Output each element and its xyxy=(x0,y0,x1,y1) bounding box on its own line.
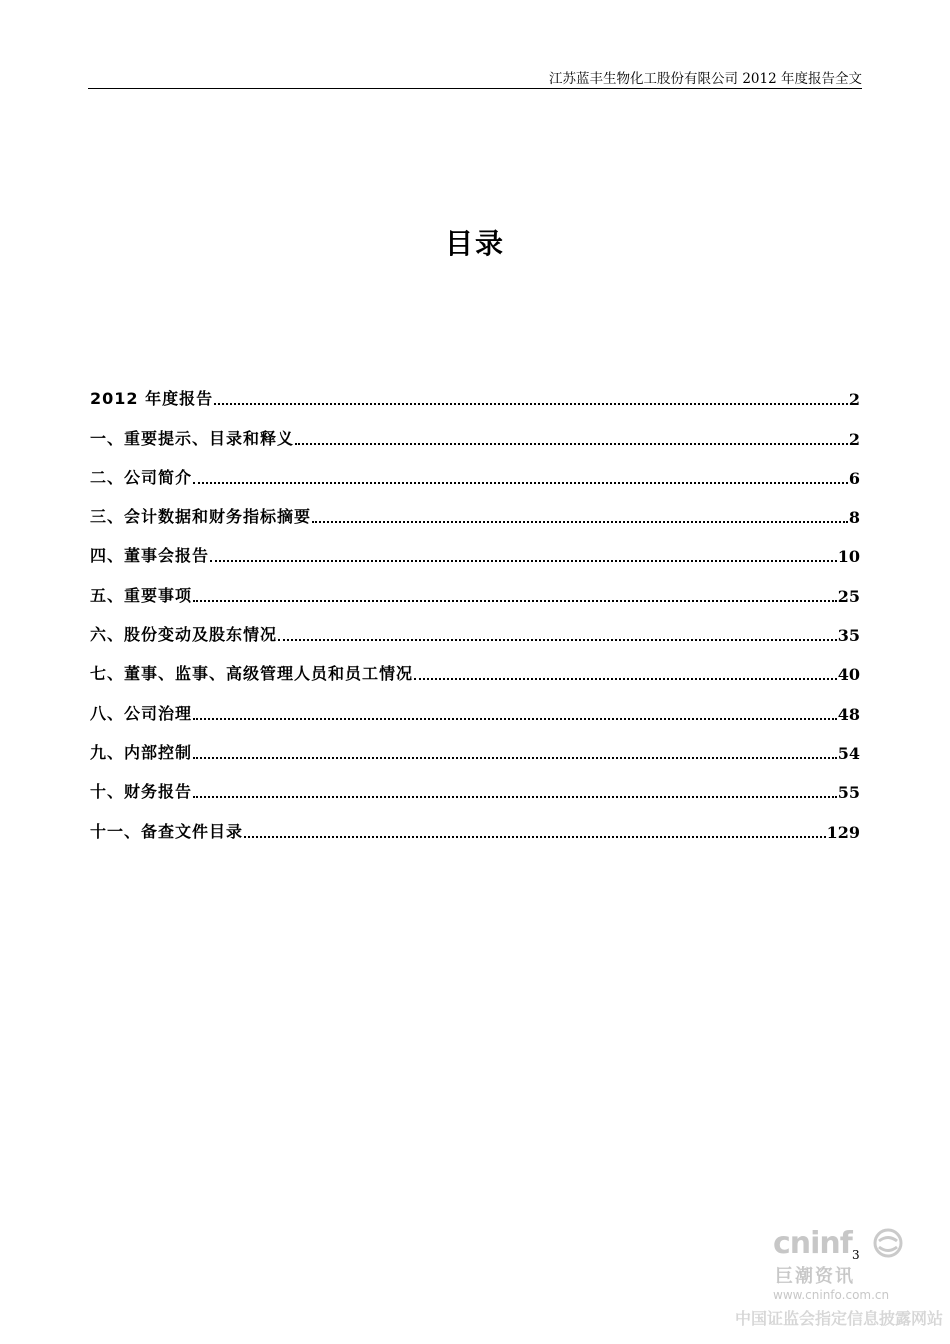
toc-entry-label: 九、内部控制 xyxy=(90,742,193,762)
toc-entry[interactable] xyxy=(90,656,860,695)
toc-entry-page: 10 xyxy=(837,547,860,567)
toc-entry-page: 40 xyxy=(837,665,860,685)
toc-entry[interactable] xyxy=(90,460,860,499)
toc-entry-label: 一、重要提示、目录和释义 xyxy=(90,428,295,448)
toc-leader-dots xyxy=(193,600,837,602)
toc-entry-page: 25 xyxy=(837,586,860,606)
watermark-chinese-name: 巨潮资讯 xyxy=(775,1266,855,1287)
toc-entry[interactable] xyxy=(90,381,860,420)
toc-entry-page: 48 xyxy=(837,704,860,724)
page-header xyxy=(88,64,862,89)
toc-leader-dots xyxy=(278,639,837,641)
toc-entry[interactable] xyxy=(90,774,860,813)
toc-leader-dots xyxy=(312,521,848,523)
toc-entry[interactable] xyxy=(90,499,860,538)
header-title: 江苏蓝丰生物化工股份有限公司 2012 年度报告全文 xyxy=(549,71,862,87)
toc-entry-label: 二、公司简介 xyxy=(90,467,193,487)
toc-leader-dots xyxy=(295,443,848,445)
toc-entry[interactable] xyxy=(90,813,860,852)
toc-entry-page: 35 xyxy=(837,626,860,646)
toc-entry[interactable] xyxy=(90,420,860,459)
toc-entry-page: 55 xyxy=(837,783,860,803)
toc-entry-page: 129 xyxy=(826,822,860,842)
toc-leader-dots xyxy=(414,678,837,680)
cninfo-watermark xyxy=(735,1226,944,1338)
toc-entry[interactable] xyxy=(90,617,860,656)
toc-leader-dots xyxy=(244,836,826,838)
toc-entry[interactable] xyxy=(90,735,860,774)
toc-entry-page: 6 xyxy=(848,468,860,488)
toc-entry-label: 八、公司治理 xyxy=(90,703,193,723)
watermark-logo-text: cninf xyxy=(773,1226,852,1261)
toc-leader-dots xyxy=(193,718,837,720)
toc-entry-label: 五、重要事项 xyxy=(90,585,193,605)
table-of-contents xyxy=(90,381,860,853)
toc-leader-dots xyxy=(214,403,848,405)
toc-entry-label: 六、股份变动及股东情况 xyxy=(90,625,278,645)
toc-entry-label: 十一、备查文件目录 xyxy=(90,821,244,841)
toc-entry-page: 54 xyxy=(837,743,860,763)
toc-entry-page: 2 xyxy=(848,390,860,410)
toc-entry-label: 四、董事会报告 xyxy=(90,546,210,566)
toc-entry[interactable] xyxy=(90,695,860,734)
page-title: 目录 xyxy=(444,227,505,260)
toc-entry-label: 2012 年度报告 xyxy=(90,389,214,409)
watermark-slogan: 中国证监会指定信息披露网站 xyxy=(735,1309,944,1328)
toc-entry-label: 七、董事、监事、高级管理人员和员工情况 xyxy=(90,664,414,684)
toc-leader-dots xyxy=(210,560,837,562)
toc-entry[interactable] xyxy=(90,577,860,616)
watermark-url: www.cninfo.com.cn xyxy=(773,1288,890,1302)
page-number: 3 xyxy=(852,1248,860,1262)
toc-entry-label: 十、财务报告 xyxy=(90,782,193,802)
toc-entry-page: 2 xyxy=(848,429,860,449)
toc-entry-label: 三、会计数据和财务指标摘要 xyxy=(90,507,312,527)
toc-entry-page: 8 xyxy=(848,508,860,528)
cninfo-swirl-icon xyxy=(873,1228,903,1258)
toc-leader-dots xyxy=(193,482,848,484)
toc-leader-dots xyxy=(193,757,837,759)
toc-leader-dots xyxy=(193,796,837,798)
toc-entry[interactable] xyxy=(90,538,860,577)
